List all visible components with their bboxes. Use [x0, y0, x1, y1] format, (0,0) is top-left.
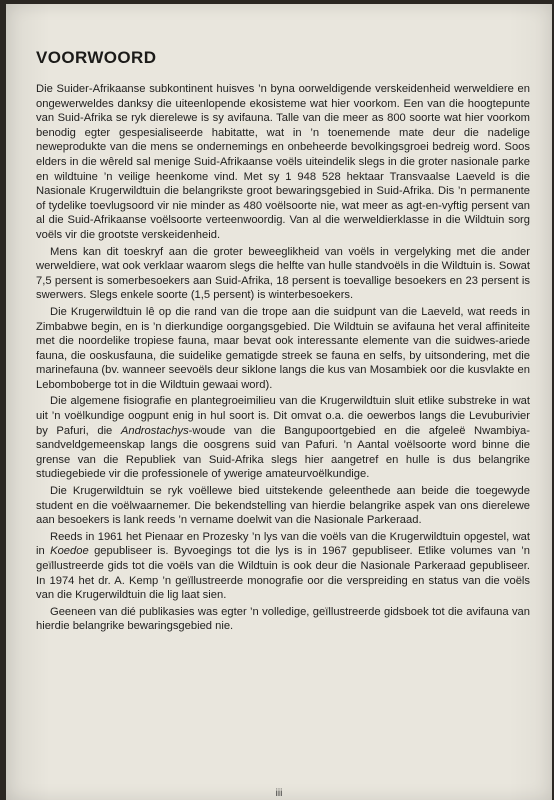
page-number: iii — [275, 788, 283, 799]
paragraph-6: Reeds in 1961 het Pienaar en Prozesky ’n lys van die voëls van die Krugerwildtuin opgestel, wat in Koedoe gepubliseer is. Byvoegings tot die lys is in 1967 gepubliseer. Etlike volumes van ’n geïllustreerde gids tot die voëls van die Wildtuin is ook deur die Nasionale Parkeraad gepubliseer. In 1974 het dr. A. Kemp ’n geïllustreerde monografie oor die verspreiding en status van die voëls van die Krugerwildtuin die lig laat sien. — [36, 530, 530, 602]
paragraph-1: Die Suider-Afrikaanse subkontinent huisves ’n byna oorweldigende verskeidenheid werweldiere en ongewerweldes danksy die uiteenlopende ekosisteme wat hier voorkom. Een van die hoogtepunte van Suid-Afrika se ryk dierelewe is sy avifauna. Talle van die meer as 800 soorte wat hier voorkom benodig egter gespesialiseerde habitatte, wat in ’n toenemende mate deur die nadelige neweprodukte van die mens se ondernemings en onbeheerde bevolkingsgroei bedreig word. Soos elders in die wêreld sal menige Suid-Afrikaanse voëls uiteindelik slegs in die groter nasionale parke en wildtuine ’n veilige heenkome vind. Met sy 1 948 528 hektaar Transvaalse Laeveld is die Nasionale Krugerwildtuin die belangrikste groot bewaringsgebied in Suid-Afrika. Dis ’n permanente of tydelike toevlugsoord vir nie minder as 480 voëlsoorte nie, wat meer as agt-en-vyftig persent van al die Suid-Afrikaanse voëlsoorte verteenwoordig. Van al die werweldierklasse in die Wildtuin sorg voëls vir die grootste verskeidenheid. — [36, 83, 530, 241]
paragraph-5: Die Krugerwildtuin se ryk voëllewe bied uitstekende geleenthede aan beide die toegewyde student en die voëlwaarnemer. Die bekendstelling van hierdie belangrike aspek van ons dierelewe aan besoekers is lank reeds ’n vername doelwit van die Nasionale Parkeraad. — [36, 485, 530, 527]
paragraph-4: Die algemene fisiografie en plantegroeimilieu van die Krugerwildtuin sluit etlike substreke in wat uit ’n voëlkundige oogpunt enig in hul soort is. Dit omvat o.a. die oewerbos langs die Levuburivier by Pafuri, die Androstachys-woude van die Bangupoortgebied en die afgeleë Nwambiya-sandveldgemeenskap langs die oosgrens suid van Pafuri. ’n Aantal voëlsoorte word binne die grense van die Republiek van Suid-Afrika slegs hier aangetref en hulle is dus belangrike studiegebiede vir die professionele of ywerige amateurvoëlkundige. — [36, 395, 531, 481]
book-page — [6, 4, 552, 800]
paragraph-3: Die Krugerwildtuin lê op die rand van die trope aan die suidpunt van die Laeveld, wat reeds in Zimbabwe begin, en is ’n dierkundige oorgangsgebied. Die Wildtuin se avifauna het veral affiniteite met die noordelike tropiese fauna, maar bevat ook interessante elemente van die suidwes-ariede fauna, die ooskusfauna, die suidelike gematigde streek se fauna en selfs, by uitsondering, met die marinefauna (bv. wanneer seevoëls deur siklone langs die kus van Mosambiek oor die kusvlakte en Lebomboberge tot in die Wildtuin gewaai word). — [36, 305, 530, 391]
italic-term: Androstachys — [120, 424, 189, 437]
italic-journal: Koedoe — [50, 545, 89, 558]
preface-body — [36, 82, 530, 636]
paragraph-2: Mens kan dit toeskryf aan die groter beweeglikheid van voëls in vergelyking met die ander werweldiere, wat ook verklaar waarom slegs die helfte van hulle standvoëls in die Wildtuin is. Sowat 7,5 persent is somerbesoekers aan Suid-Afrika, 18 persent is toevallige besoekers en 23 persent is swerwers. Slegs enkele soorte (1,5 persent) is winterbesoekers. — [36, 245, 530, 302]
paragraph-7: Geeneen van dié publikasies was egter ’n volledige, geïllustreerde gidsboek tot die avifauna van hierdie belangrike bewaringsgebied nie. — [36, 605, 530, 633]
page-title: VOORWOORD — [36, 48, 157, 67]
